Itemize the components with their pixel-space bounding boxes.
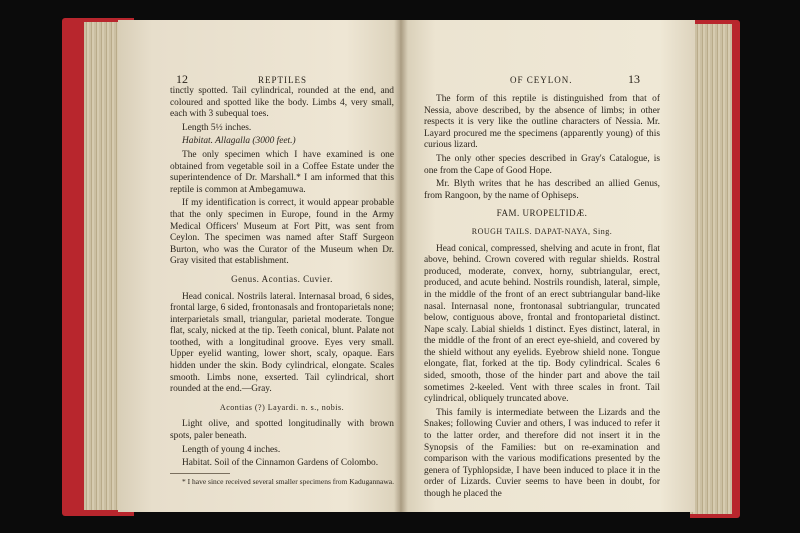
page-edges-right [690,24,732,514]
page-number-right: 13 [628,72,640,86]
paragraph: Light olive, and spotted longitudinally with brown spots, paler beneath. [170,419,394,442]
book-gutter [394,20,408,512]
right-page [400,20,695,512]
paragraph: Habitat. Allagalla (3000 feet.) [182,136,296,147]
left-page [118,20,403,512]
paragraph: The only other species described in Gray's Catalogue, is one from the Cape of Good Hope. [424,153,660,176]
paragraph: tinctly spotted. Tail cylindrical, rounded at the end, and coloured and spotted like the body. Limbs 4, very small, each with 3 subequal toes. [170,86,394,120]
running-head-left: REPTILES [258,75,308,85]
paragraph: The only specimen which I have examined is one obtained from vegetable soil in a Coffee Estate under the superintendence of Dr. Marshall.* I am informed that this reptile is common at Ambegamuwa. [170,149,394,195]
page-edges-left [84,22,122,510]
paragraph: If my identification is correct, it would appear probable that the only specimen in Europe, found in the Army Medical Officers' Museum at Fort Pitt, was sent from Ceylon. The specimen was named after Staff Surgeon Burton, who was the Curator of the Museum when Dr. Gray visited that establishment. [170,198,394,267]
genus-heading: Genus. Acontias. Cuvier. [231,273,333,284]
page-number-left: 12 [176,72,188,86]
running-head-right: OF CEYLON. [510,75,573,85]
right-page-body [424,94,660,503]
left-page-body [170,86,394,488]
paragraph: This family is intermediate between the Lizards and the Snakes; following Cuvier and others, I was induced to refer it to the latter order, and therefore did not insert it in the Synopsis of the Families: but on re-examination and comparison with the various modifications presented by the genera of Typhlopsidæ, I have been induced to place it in the order of Lizards. Cuvier seems to have been in doubt, for though he placed the [424,407,660,499]
footnote: * I have since received several smaller specimens from Kadugannawa. [182,476,394,486]
family-heading: FAM. UROPELTIDÆ. [496,208,588,219]
paragraph: Length of young 4 inches. [182,444,281,455]
subheading: ROUGH TAILS. DAPAT-NAYA, Sing. [471,226,613,236]
paragraph: Length 5½ inches. [182,122,252,133]
footnote-rule [170,473,230,474]
species-heading: Acontias (?) Layardi. n. s., nobis. [219,402,345,412]
paragraph: Head conical. Nostrils lateral. Internasal broad, 6 sides, frontal large, 6 sided, frontonasals and frontoparietals none; interparietals small, triangular, parietal moderate. Tongue flat, scaly, nicked at the tip. Teeth conical, blunt. Palate not toothed, with a longitudinal groove. Eyes very small. Upper eyelid wanting, lower short, scaly, opaque. Ears hidden under the skin. Body cylindrical, elongate. Scales smooth. Limbs none, exserted. Tail cylindrical, short rounded at the end.—Gray. [170,291,394,395]
paragraph: Mr. Blyth writes that he has described an allied Genus, from Rangoon, by the name of Ophiseps. [424,179,660,201]
paragraph: The form of this reptile is distinguished from that of Nessia, above described, by the absence of limbs; in other respects it is very like the outline characters of Nessia. Mr. Layard procured me the specimens (apparently young) of this curious lizard. [424,94,660,151]
paragraph: Head conical, compressed, shelving and acute in front, flat above, behind. Crown covered with regular shields. Rostral produced, moderate, convex, horny, subtriangular, erect, produced, and acute behind. Nostrils roundish, lateral, simple, in the middle of the front of an erect subtriangular band-like nasal. Internasal none, frontonasal subtriangular, truncated below, contiguous above, frontal and frontoparietal distinct. Nape scaly. Labial shields 1 distinct. Eyes distinct, lateral, in the middle of the front of an erect eye-shield, and covered by the shield without any eyelids. Eyebrow shield none. Tongue elongate, flat, forked at the tip. Body cylindrical. Scales 6 sided, smooth, those of the hinder part and above the tail sometimes 2-keeled. Vent with three scales in front. Tail cylindrical, obliquely truncated above. [424,243,660,405]
paragraph: Habitat. Soil of the Cinnamon Gardens of Colombo. [182,458,379,469]
